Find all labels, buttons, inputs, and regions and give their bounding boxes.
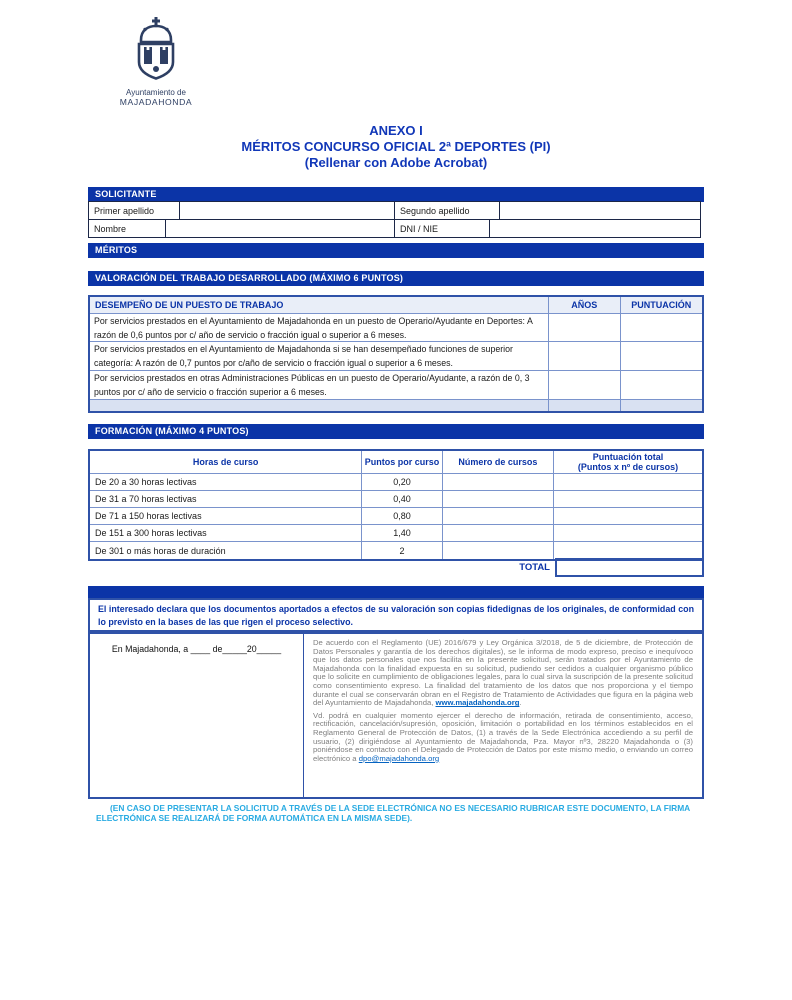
total-row [88,558,704,577]
segundo-apellido-label: Segundo apellido [394,201,500,220]
puntos-value-1: 0,20 [362,474,442,491]
privacy-paragraph-1: De acuerdo con el Reglamento (UE) 2016/679 y Ley Orgánica 3/2018, de 5 de diciembre, de Protección de Datos Personales y garantía de los derechos digitales), se le informa de modo expreso, preciso e inequívoco que los datos personales que nos facilita en la presente solicitud, serán tratados por el Ayuntamiento de Majadahonda con la finalidad expuesta en su solicitud, pudiendo ser cedidos a cualquier organismo público que lo solicite en cumplimiento de obligaciones legales, para lo cual sirva la suscripción de la presente solicitud como consentimiento expreso. La finalidad del tratamiento de los datos que nos proporciona y el tiempo durante el cual se conservarán obran en el Registro de Tratamiento de Actividades que figura en la página web del Ayuntamiento de Majadahonda, www.majadahonda.org. [313,638,693,708]
segundo-apellido-input[interactable] [500,202,700,219]
coat-of-arms-icon [128,67,184,84]
col-header-numero-cursos: Número de cursos [443,451,554,474]
org-name-line2: MAJADAHONDA [119,97,193,107]
horas-range-4: De 151 a 300 horas lectivas [90,525,362,542]
table-row [90,542,702,559]
anos-input-3[interactable] [549,371,620,399]
meritos-section-header: MÉRITOS [88,243,704,258]
col-header-horas: Horas de curso [90,451,362,474]
puntuacion-input-3[interactable] [621,371,702,399]
horas-range-3: De 71 a 150 horas lectivas [90,508,362,525]
dni-nie-cell [489,219,701,238]
nombre-label: Nombre [88,219,166,238]
valoracion-section-header: VALORACIÓN DEL TRABAJO DESARROLLADO (MÁXIMO 6 PUNTOS) [88,271,704,286]
total-input[interactable] [557,563,702,578]
numero-cursos-input-2[interactable] [443,491,553,507]
puntos-value-2: 0,40 [362,491,442,508]
horas-range-1: De 20 a 30 horas lectivas [90,474,362,491]
col-header-puntuacion-total: Puntuación total (Puntos x nº de cursos) [554,451,702,474]
nombre-cell [165,219,395,238]
anos-input-1[interactable] [549,314,620,341]
numero-cursos-input-3[interactable] [443,508,553,524]
table-row [90,508,702,525]
col-header-desempeno: DESEMPEÑO DE UN PUESTO DE TRABAJO [90,297,549,314]
electronic-signature-note: (EN CASO DE PRESENTAR LA SOLICITUD A TRAVÉS DE LA SEDE ELECTRÓNICA NO ES NECESARIO RUBRICAR ESTE DOCUMENTO, LA FIRMA ELECTRÓNICA SE REALIZARÁ DE FORMA AUTOMÁTICA EN LA MISMA SEDE). [96,803,690,823]
segundo-apellido-cell [499,201,701,220]
table-row [90,371,702,400]
numero-cursos-input-5[interactable] [443,542,553,559]
table-row [90,342,702,371]
work-merit-description-1: Por servicios prestados en el Ayuntamiento de Majadahonda en un puesto de Operario/Ayudante en Deportes: A razón de 0,6 puntos por c/ año de servicio o fracción igual o superior a 6 meses. [90,314,549,342]
privacy-notice [304,634,702,797]
declaration-header-bar [88,586,704,598]
table-row [90,525,702,542]
puntuacion-total-input-2[interactable] [554,491,702,507]
puntuacion-total-input-5[interactable] [554,542,702,559]
work-merit-description-2: Por servicios prestados en el Ayuntamiento de Majadahonda si se han desempeñado funciones de superior categoría: A razón de 0,7 puntos por c/año de servicio o fracción igual o superior a 6 meses. [90,342,549,371]
empty-shaded-row [90,400,702,411]
logo [104,16,208,107]
col-header-puntos-curso: Puntos por curso [362,451,442,474]
work-experience-table [88,295,704,413]
dni-nie-input[interactable] [490,220,700,237]
puntos-value-5: 2 [362,542,442,559]
numero-cursos-input-1[interactable] [443,474,553,490]
title-line-instruction: (Rellenar con Adobe Acrobat) [304,155,488,170]
work-merit-description-3: Por servicios prestados en otras Administraciones Públicas en un puesto de Operario/Ayudante, a razón de 0, 3 puntos por c/ año de servicio o fracción superior a 6 meses. [90,371,549,400]
primer-apellido-cell [179,201,395,220]
table-row [90,314,702,342]
puntuacion-input-2[interactable] [621,342,702,370]
org-name-line1: Ayuntamiento de [126,88,186,97]
form-title [0,123,792,171]
total-cell [555,558,704,577]
majadahonda-website-link[interactable]: www.majadahonda.org [435,698,520,708]
title-line-annex: ANEXO I [369,123,423,138]
puntuacion-input-1[interactable] [621,314,702,341]
puntuacion-total-input-1[interactable] [554,474,702,490]
puntuacion-total-input-3[interactable] [554,508,702,524]
total-label: TOTAL [519,562,550,573]
dni-nie-label: DNI / NIE [394,219,490,238]
solicitante-section-header: SOLICITANTE [88,187,704,202]
horas-range-5: De 301 o más horas de duración [90,542,362,559]
puntos-value-3: 0,80 [362,508,442,525]
col-header-puntuacion: PUNTUACIÓN [621,297,702,314]
numero-cursos-input-4[interactable] [443,525,553,541]
horas-range-2: De 31 a 70 horas lectivas [90,491,362,508]
table-row [90,474,702,491]
formacion-section-header: FORMACIÓN (MÁXIMO 4 PUNTOS) [88,424,704,439]
dpo-email-link[interactable]: dpo@majadahonda.org [358,753,440,763]
puntuacion-total-input-4[interactable] [554,525,702,541]
table-row [90,491,702,508]
title-line-main: MÉRITOS CONCURSO OFICIAL 2ª DEPORTES (PI) [241,139,551,154]
solicitante-fields [88,202,704,238]
signature-date-cell [90,634,304,797]
primer-apellido-input[interactable] [180,202,394,219]
declaration-statement: El interesado declara que los documentos aportados a efectos de su valoración son copias fidedignas de los originales, de conformidad con lo previsto en la bases de las que rigen el proceso selectivo. [88,598,704,632]
col-header-anos: AÑOS [549,297,621,314]
training-table [88,449,704,561]
date-line: En Majadahonda, a ____ de_____20_____ [111,644,282,654]
nombre-input[interactable] [166,220,394,237]
primer-apellido-label: Primer apellido [88,201,180,220]
puntos-value-4: 1,40 [362,525,442,542]
privacy-paragraph-2: Vd. podrá en cualquier momento ejercer el derecho de información, retirada de consentimiento, acceso, rectificación, cancelación/supresión, oposición, limitación o portabilidad en los términos establecidos en el Reglamento General de Protección de Datos, (1) a través de la Sede Electrónica accediendo a su perfil de usuario, (2) dirigiéndose al Ayuntamiento de Majadahonda, Pza. Mayor nº3, 28220 Majadahonda o (3) poniéndose en contacto con el Delegado de Protección de Datos por este mismo medio, o enviando un correo electrónico a dpo@majadahonda.org [313,710,693,763]
signature-privacy-box [88,632,704,799]
anos-input-2[interactable] [549,342,620,370]
